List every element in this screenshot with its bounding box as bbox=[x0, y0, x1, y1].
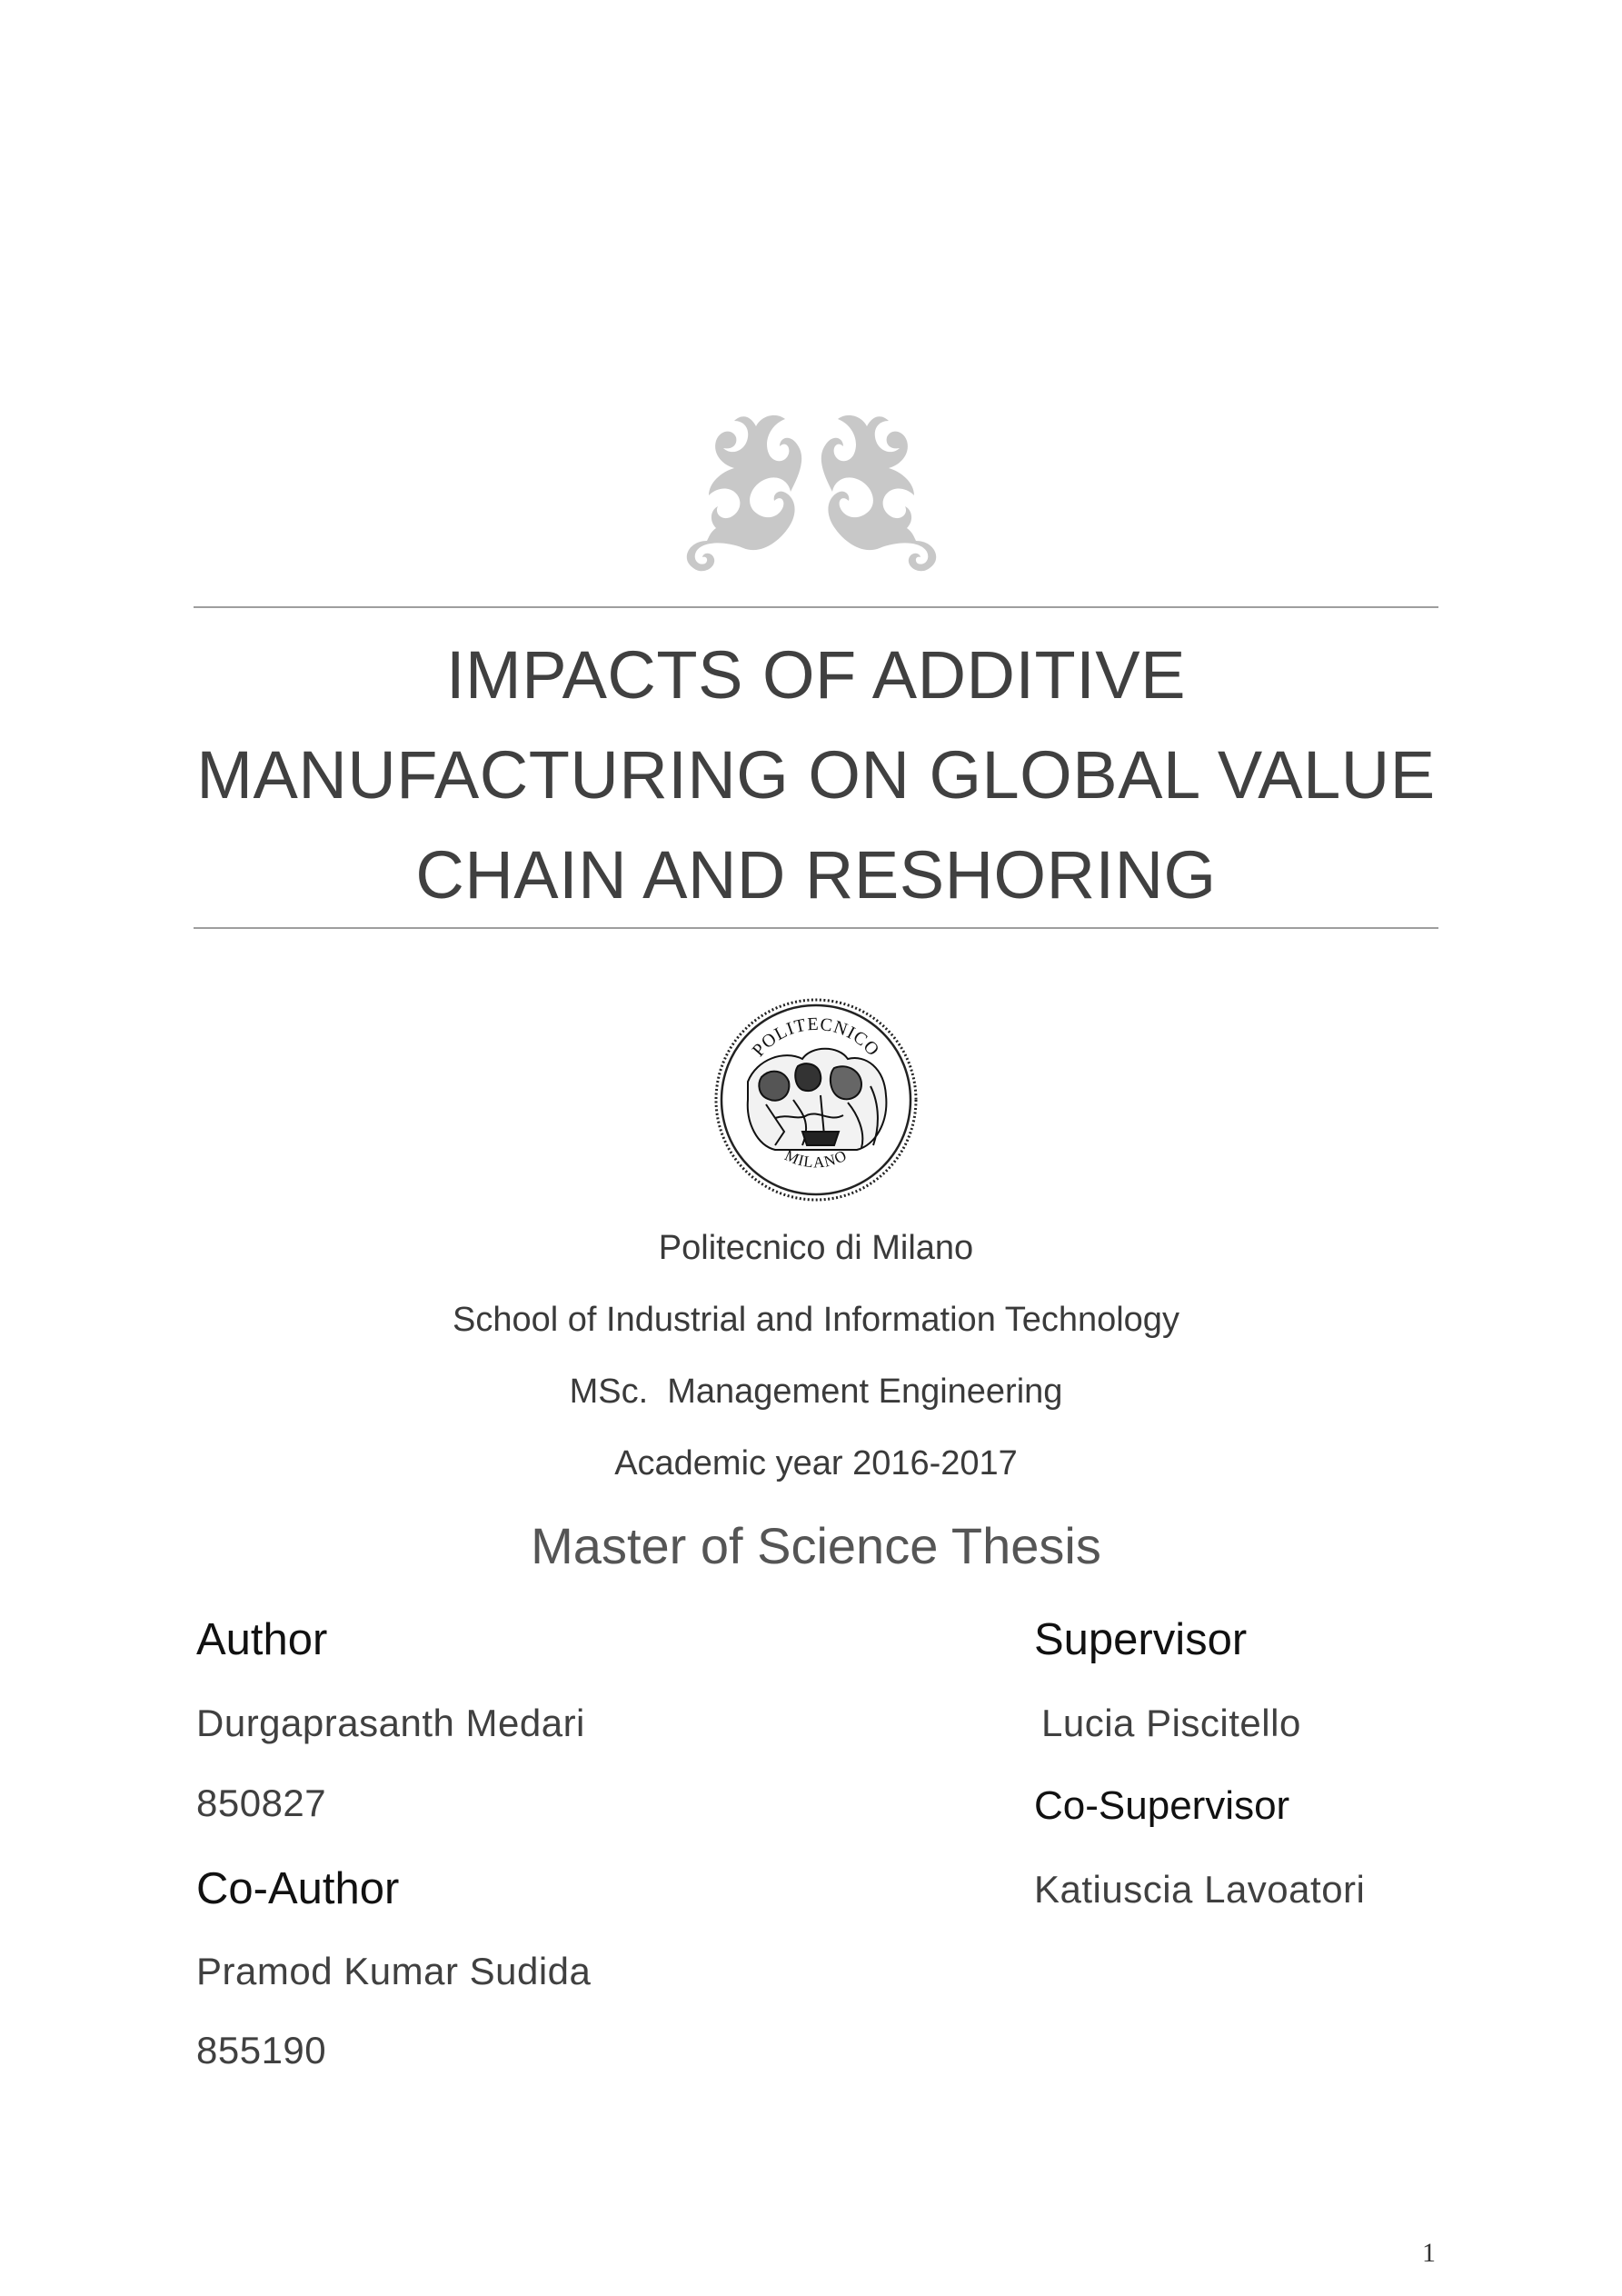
thesis-title bbox=[194, 625, 1438, 925]
title-line: CHAIN AND RESHORING bbox=[415, 837, 1217, 913]
document-type: Master of Science Thesis bbox=[531, 1517, 1101, 1574]
seal-top-text: POLITECNICO bbox=[748, 1013, 884, 1061]
title-line: IMPACTS OF ADDITIVE bbox=[446, 637, 1186, 713]
page-number: 1 bbox=[1422, 2238, 1436, 2268]
co-author-heading: Co-Author bbox=[196, 1864, 400, 1913]
co-author-name: Pramod Kumar Sudida bbox=[196, 1950, 592, 1992]
program-name: MSc. Management Engineering bbox=[569, 1373, 1063, 1411]
floral-ornament-icon bbox=[652, 404, 970, 577]
academic-year: Academic year 2016-2017 bbox=[614, 1444, 1018, 1482]
author-id: 850827 bbox=[196, 1782, 327, 1824]
author-heading: Author bbox=[196, 1615, 328, 1664]
title-bottom-rule bbox=[194, 927, 1438, 929]
co-supervisor-heading: Co-Supervisor bbox=[1034, 1783, 1290, 1828]
seal-bottom-text: MILANO bbox=[781, 1146, 851, 1172]
co-author-id: 855190 bbox=[196, 2029, 327, 2071]
title-top-rule bbox=[194, 606, 1438, 608]
supervisor-name: Lucia Piscitello bbox=[1041, 1702, 1301, 1744]
politecnico-seal-logo bbox=[711, 995, 920, 1204]
supervisor-heading: Supervisor bbox=[1034, 1615, 1248, 1664]
author-name: Durgaprasanth Medari bbox=[196, 1702, 585, 1744]
title-line: MANUFACTURING ON GLOBAL VALUE bbox=[196, 737, 1436, 813]
school-name: School of Industrial and Information Technology bbox=[453, 1301, 1179, 1339]
co-supervisor-name: Katiuscia Lavoatori bbox=[1034, 1868, 1366, 1911]
institution-name: Politecnico di Milano bbox=[658, 1229, 974, 1267]
